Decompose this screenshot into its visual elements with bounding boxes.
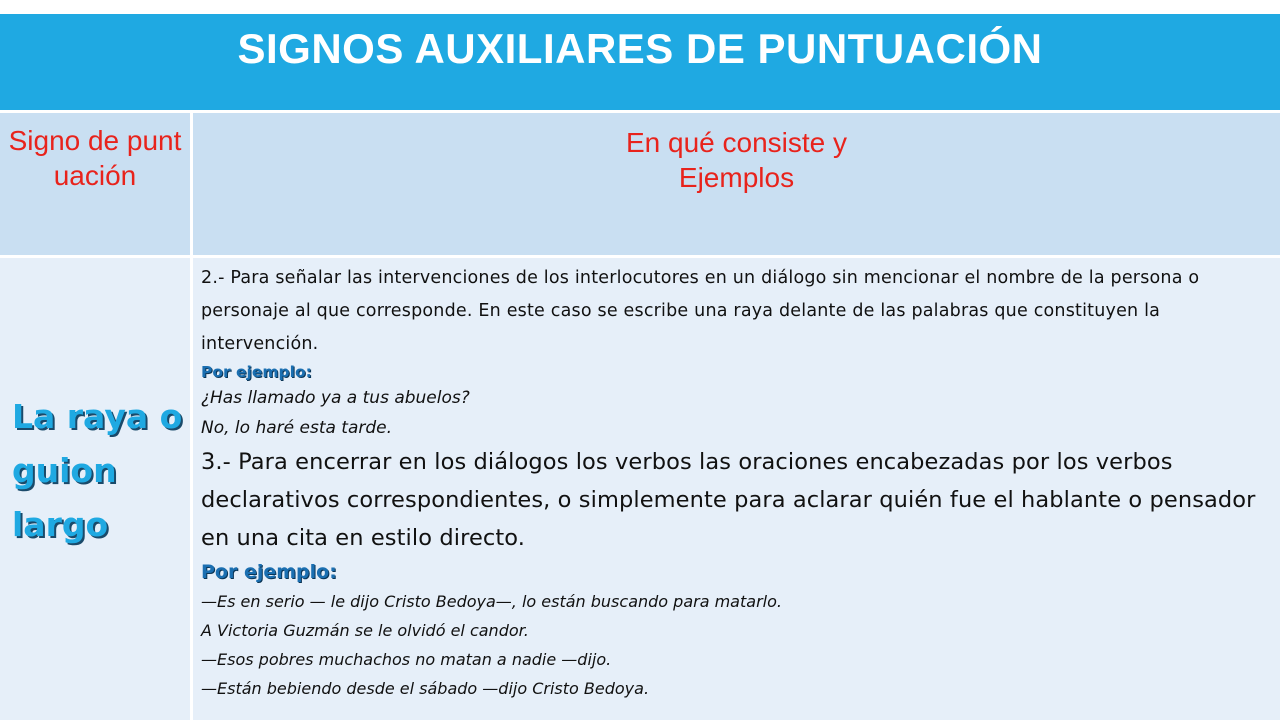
point-3-example-line: —Esos pobres muchachos no matan a nadie —dijo. xyxy=(201,650,612,669)
header-sign-label: Signo de puntuación xyxy=(8,125,182,191)
body-cell-sign xyxy=(0,258,190,720)
point-2-example-label: Por ejemplo: xyxy=(201,363,312,381)
body-cell-description xyxy=(193,258,1280,720)
point-3-example-line: A Victoria Guzmán se le olvidó el candor. xyxy=(201,621,529,640)
point-3-example-line: —Están bebiendo desde el sábado —dijo Cristo Bedoya. xyxy=(201,679,650,698)
point-2-text: 2.- Para señalar las intervenciones de los interlocutores en un diálogo sin mencionar el nombre de la persona o personaje al que corresponde. En este caso se escribe una raya delante de las palabras que constituyen la intervención. xyxy=(201,268,1200,354)
sign-name: La raya o guion largo xyxy=(12,397,183,544)
point-3-text: 3.- Para encerrar en los diálogos los verbos las oraciones encabezadas por los verbos declarativos correspondientes, o simplemente para aclarar quién fue el hablante o pensador en una cita en estilo directo. xyxy=(201,449,1256,551)
point-2-example-line: ¿Has llamado ya a tus abuelos? xyxy=(201,388,470,408)
point-2-example-line: No, lo haré esta tarde. xyxy=(201,418,393,438)
title-bar xyxy=(0,14,1280,113)
point-3-example-label: Por ejemplo: xyxy=(201,561,337,583)
header-cell-description xyxy=(193,113,1280,255)
header-description-line1: En qué consiste y xyxy=(625,127,848,158)
header-cell-sign xyxy=(0,113,190,255)
header-description-line2: Ejemplos xyxy=(678,162,795,193)
slide-title: SIGNOS AUXILIARES DE PUNTUACIÓN xyxy=(237,25,1043,72)
point-3-example-line: —Es en serio — le dijo Cristo Bedoya—, lo están buscando para matarlo. xyxy=(201,592,782,611)
description-content xyxy=(201,262,1273,703)
punctuation-table xyxy=(0,113,1280,720)
